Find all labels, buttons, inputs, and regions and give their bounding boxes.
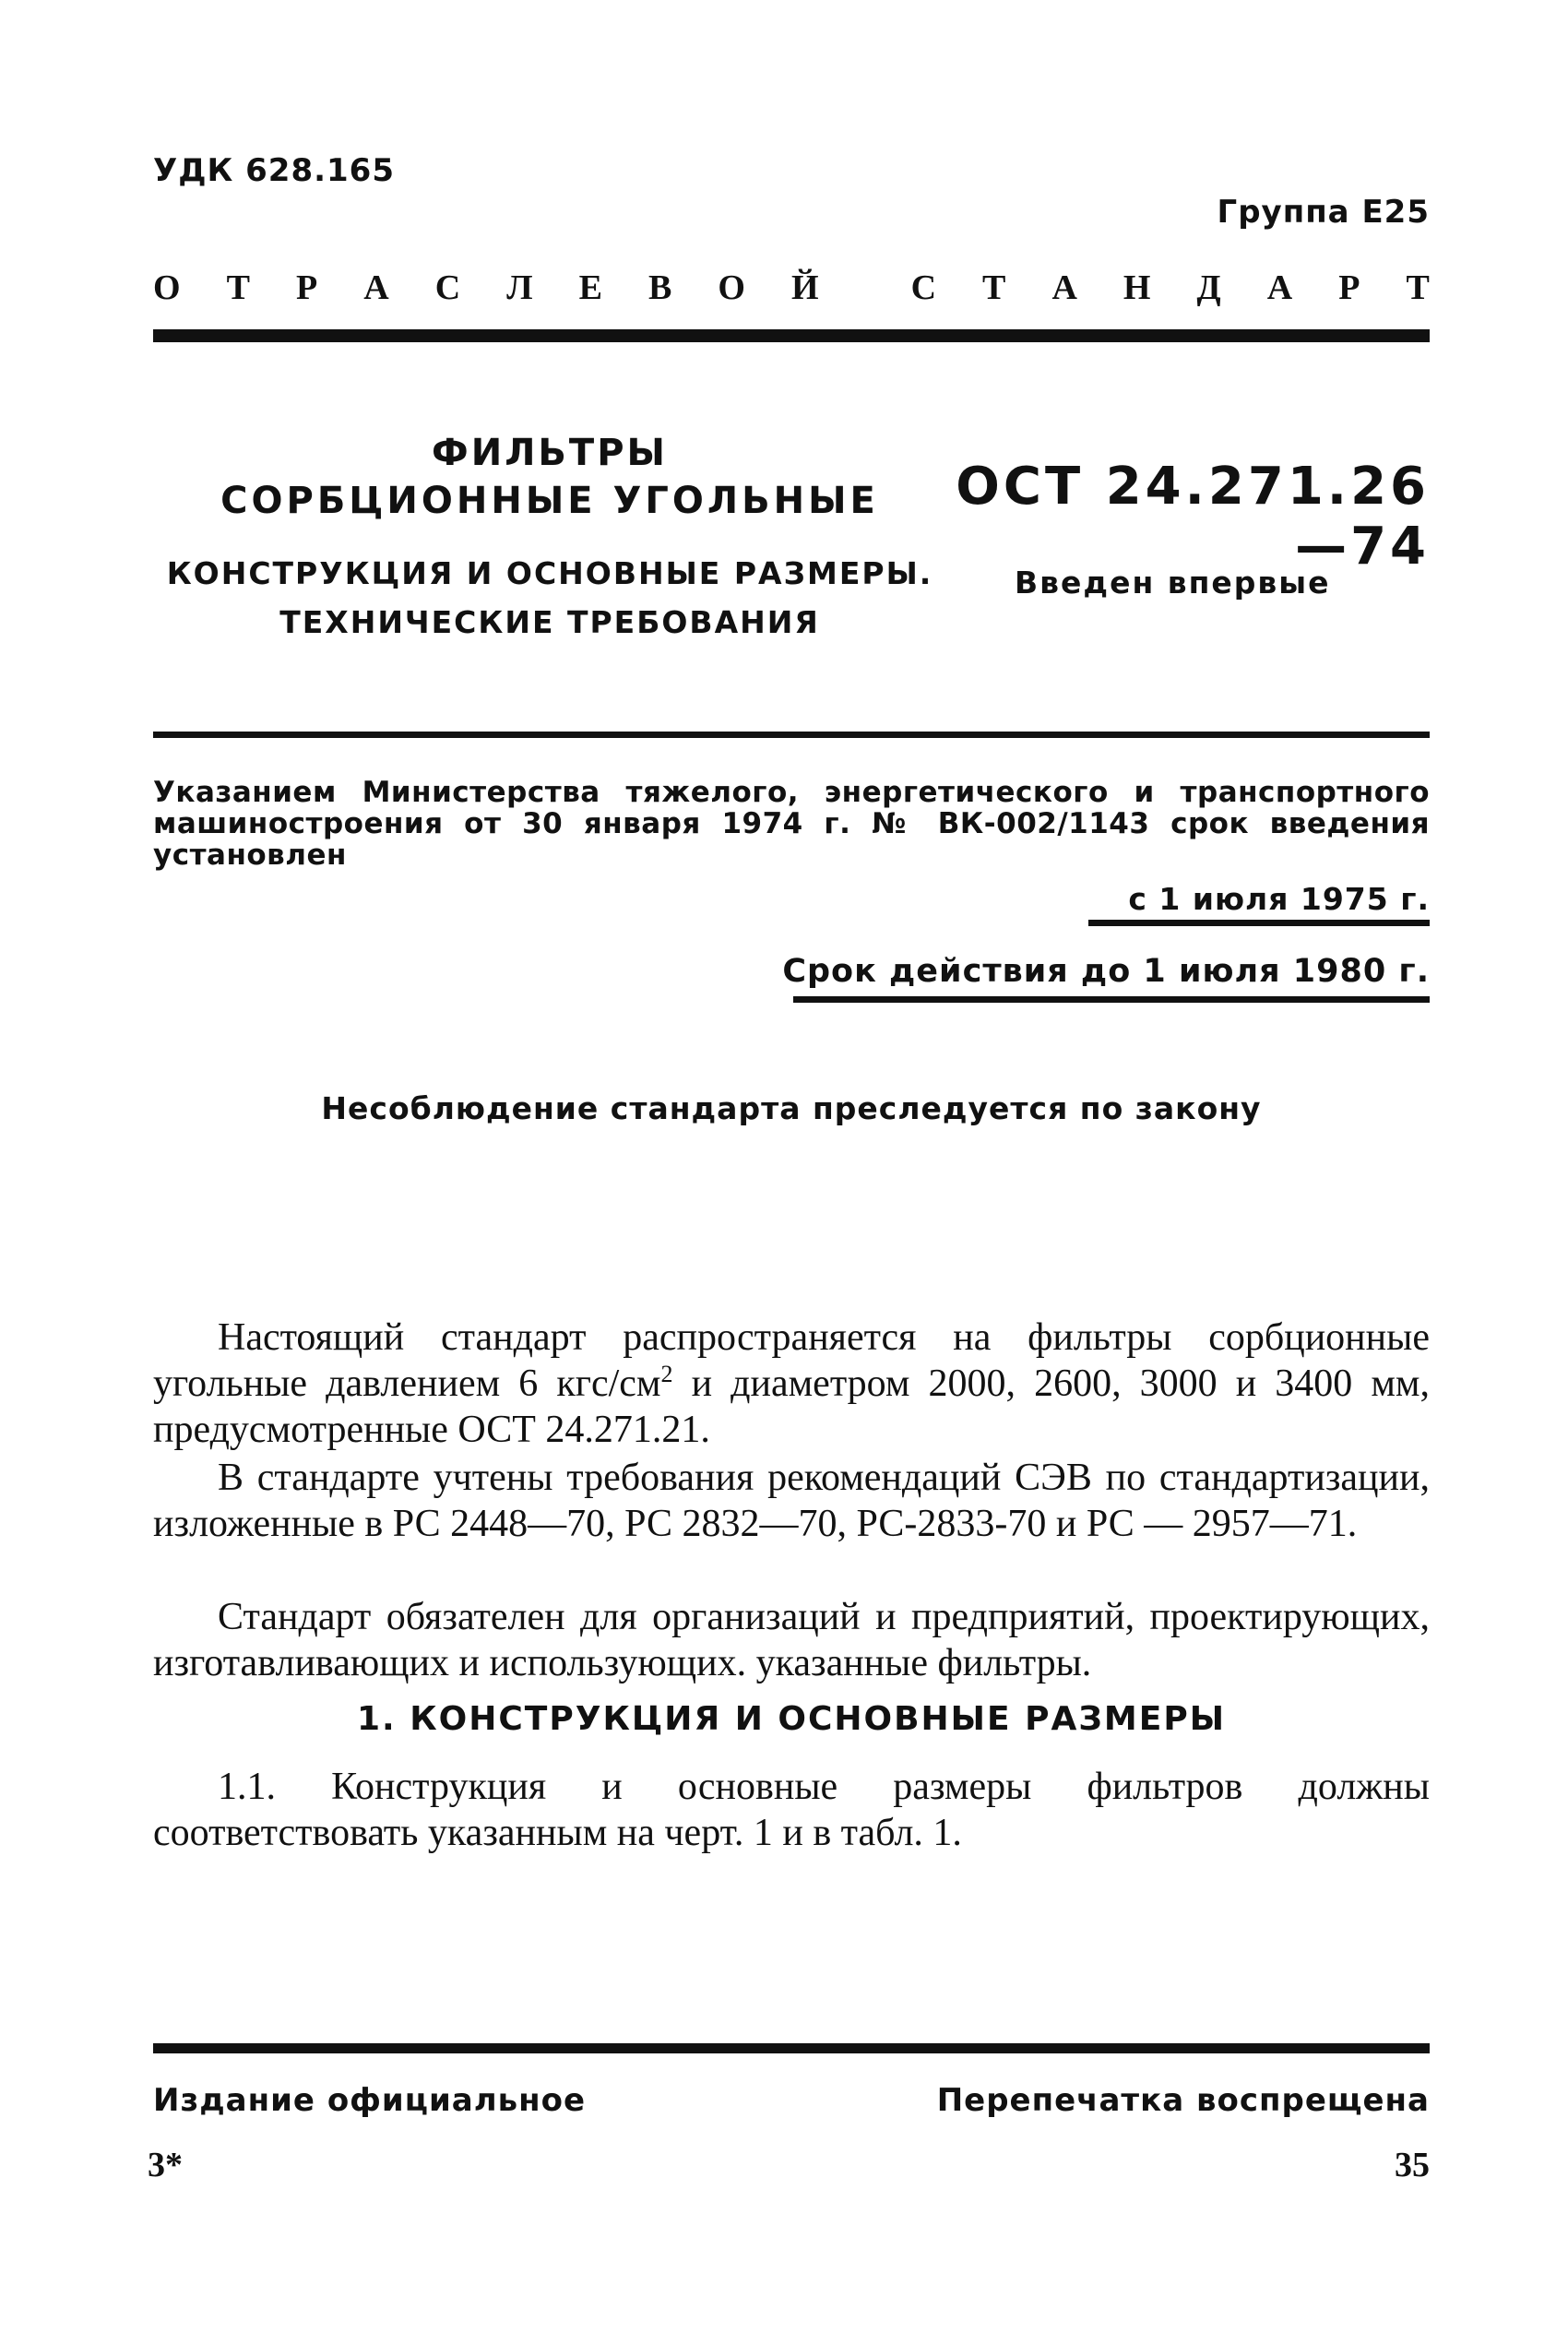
paragraph-text: Стандарт обязателен для организаций и предприятий, проектирующих, изготавливающих и использующих. указанные фильтры. — [153, 1596, 1430, 1684]
reprint-note: Перепечатка воспрещена — [936, 2082, 1430, 2119]
footer-rule — [153, 2043, 1430, 2053]
title-letter: С — [434, 268, 461, 307]
title-letter: Т — [1406, 268, 1430, 307]
introduction-date: с 1 июля 1975 г. — [1128, 881, 1430, 917]
body-paragraph — [153, 1455, 1430, 1547]
document-title — [153, 429, 946, 525]
introduced-note: Введен впервые — [1015, 565, 1331, 601]
validity-rule — [793, 996, 1430, 1003]
body-paragraph — [153, 1594, 1430, 1686]
decree-text: Указанием Министерства тяжелого, энергетического и транспортного машиностроения от 30 января 1974 г. № ВК-002/1143 срок введения установлен — [153, 776, 1430, 872]
title-letter: С — [910, 268, 937, 307]
title-letter: Л — [506, 268, 533, 307]
paragraph-text: Настоящий стандарт распространяется на фильтры сорбционные угольные давлением 6 кгс/см — [153, 1316, 1430, 1405]
udk-code: УДК 628.165 — [153, 152, 395, 189]
title-letter: Т — [982, 268, 1006, 307]
title-rule — [153, 732, 1430, 738]
paragraph-text: 1.1. Конструкция и основные размеры фильтров должны соответствовать указанным на черт. 1 и в табл. 1. — [153, 1766, 1430, 1854]
section-heading: 1. КОНСТРУКЦИЯ И ОСНОВНЫЕ РАЗМЕРЫ — [356, 1700, 1227, 1738]
legal-notice: Несоблюдение стандарта преследуется по закону — [321, 1090, 1262, 1126]
title-letter: Р — [1338, 268, 1360, 307]
group-code: Группа Е25 — [1217, 194, 1430, 231]
title-letter: А — [1266, 268, 1293, 307]
paragraph-text: В стандарте учтены требования рекомендаций СЭВ по стандартизации, изложенные в РС 2448—70, РС 2832—70, РС-2833-70 и РС — 2957—71. — [153, 1457, 1430, 1545]
body-paragraph — [153, 1315, 1430, 1453]
subtitle-line: ТЕХНИЧЕСКИЕ ТРЕБОВАНИЯ — [279, 604, 820, 640]
edition-note: Издание официальное — [153, 2082, 587, 2119]
title-letter: О — [718, 268, 745, 307]
validity-period: Срок действия до 1 июля 1980 г. — [782, 953, 1430, 990]
title-letter: Н — [1123, 268, 1151, 307]
ost-number: ОСТ 24.271.26—74 — [956, 457, 1430, 577]
title-letter: Д — [1196, 268, 1221, 307]
header-rule — [153, 329, 1430, 342]
title-letter: Р — [295, 268, 318, 307]
introduction-date-rule — [1088, 920, 1430, 926]
title-letter: Т — [226, 268, 250, 307]
title-letter: В — [647, 268, 672, 307]
sheet-mark: 3* — [148, 2146, 183, 2184]
superscript: 2 — [660, 1361, 673, 1387]
title-line: СОРБЦИОННЫЕ УГОЛЬНЫЕ — [220, 480, 879, 522]
page-number: 35 — [1395, 2146, 1430, 2184]
body-paragraph — [153, 1764, 1430, 1856]
title-letter: Е — [578, 268, 602, 307]
subtitle-line: КОНСТРУКЦИЯ И ОСНОВНЫЕ РАЗМЕРЫ. — [166, 555, 933, 591]
title-letter: А — [1051, 268, 1077, 307]
industry-standard-title — [153, 268, 1430, 308]
title-letter: Й — [790, 268, 819, 307]
document-subtitle — [153, 549, 946, 647]
paragraph-text: и диаметром 2000, 2600, 3000 и 3400 мм, предусмотренные ОСТ 24.271.21. — [153, 1362, 1430, 1451]
title-letter: О — [153, 268, 181, 307]
title-line: ФИЛЬТРЫ — [432, 432, 668, 474]
title-letter: А — [363, 268, 389, 307]
